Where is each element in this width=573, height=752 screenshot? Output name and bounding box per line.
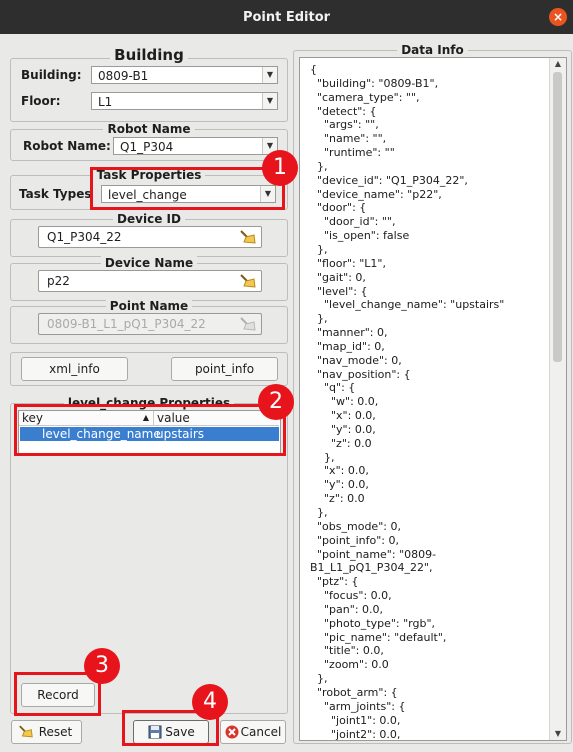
sort-up-icon: ▲ xyxy=(142,413,149,422)
task-types-label: Task Types xyxy=(19,187,92,201)
building-label: Building: xyxy=(21,68,82,82)
data-info-title: Data Info xyxy=(397,43,468,57)
broom-icon xyxy=(239,316,257,332)
annotation-badge-3: 3 xyxy=(84,648,120,684)
task-types-select-value: level_change xyxy=(108,188,187,202)
scroll-down-icon[interactable]: ▼ xyxy=(554,729,562,738)
device-name-value: p22 xyxy=(47,274,70,288)
broom-icon[interactable] xyxy=(239,229,257,245)
floor-select[interactable] xyxy=(91,92,278,110)
point-name-field xyxy=(38,313,262,335)
robot-name-group-title: Robot Name xyxy=(103,122,194,136)
building-select[interactable] xyxy=(91,66,278,84)
reset-button[interactable] xyxy=(11,720,82,744)
row-key[interactable]: level_change_name xyxy=(42,427,161,441)
broom-icon[interactable] xyxy=(239,273,257,289)
device-id-field[interactable] xyxy=(38,226,262,248)
record-button[interactable]: Record xyxy=(21,683,95,707)
point-info-button[interactable]: point_info xyxy=(171,357,278,381)
robot-name-group xyxy=(10,122,288,161)
annotation-badge-2: 2 xyxy=(258,384,294,420)
xml-info-button[interactable]: xml_info xyxy=(21,357,128,381)
broom-icon xyxy=(18,724,34,739)
chevron-down-icon: ▼ xyxy=(262,138,277,154)
device-name-title: Device Name xyxy=(101,256,197,270)
data-info-textarea[interactable] xyxy=(299,57,567,741)
point-name-value: 0809-B1_L1_pQ1_P304_22 xyxy=(47,317,206,331)
highlight-box-record xyxy=(14,672,101,716)
robot-name-label: Robot Name: xyxy=(23,139,111,153)
building-group xyxy=(10,46,288,122)
annotation-badge-1: 1 xyxy=(262,150,298,186)
reset-button-label: Reset xyxy=(38,725,73,739)
save-button-label: Save xyxy=(165,725,195,739)
data-info-json[interactable]: { "building": "0809-B1", "camera_type": "", "detect": { "args": "", "name": "", "runtime": "" }, "device_id": "Q1_P304_22", "device_name": "p22", "door": { "door_id": "", "is_open": false }, "floor": "L1", "gait": 0, "level": { "level_change_name": "upstairs" }, "manner": 0, "map_id": 0, "nav_mode": 0, "nav_position": { "q": { "w": 0.0, "x": 0.0, "y": 0.0, "z": 0.0 }, "x": 0.0, "y": 0.0, "z": 0.0 }, "obs_mode": 0, "point_info": 0, "point_name": "0809- B1_L1_pQ1_P304_22", "ptz": { "focus": 0.0, "pan": 0.0, "photo_type": "rgb", "pic_name": "default", "title": 0.0, "zoom": 0.0 }, "robot_arm": { "arm_joints": { "joint1": 0.0, "joint2": 0.0, xyxy=(310,63,505,741)
chevron-down-icon: ▼ xyxy=(260,186,275,202)
device-id-group xyxy=(10,212,288,257)
floor-label: Floor: xyxy=(21,94,61,108)
scroll-up-icon[interactable]: ▲ xyxy=(554,59,562,68)
column-header-value-label: value xyxy=(157,411,190,425)
highlight-box-properties-table xyxy=(14,404,286,456)
data-info-group xyxy=(293,43,572,744)
device-name-field[interactable] xyxy=(38,270,262,292)
robot-name-select[interactable] xyxy=(113,137,278,155)
floor-select-value: L1 xyxy=(98,95,113,109)
scrollbar-thumb[interactable] xyxy=(553,72,562,362)
cancel-icon xyxy=(225,725,239,739)
building-group-title: Building xyxy=(110,46,188,64)
close-icon[interactable]: × xyxy=(549,8,567,26)
info-buttons-group xyxy=(10,352,288,386)
annotation-badge-4: 4 xyxy=(192,684,228,720)
point-name-group xyxy=(10,299,288,344)
properties-group-title: level_change Properties xyxy=(64,396,234,410)
column-header-key-label: key xyxy=(22,411,44,425)
point-name-title: Point Name xyxy=(106,299,192,313)
device-id-value: Q1_P304_22 xyxy=(47,230,122,244)
window-titlebar xyxy=(0,0,573,34)
chevron-down-icon: ▼ xyxy=(262,67,277,83)
window-title: Point Editor xyxy=(242,9,331,25)
robot-name-select-value: Q1_P304 xyxy=(120,140,174,154)
cancel-button-label: Cancel xyxy=(240,725,282,739)
device-name-group xyxy=(10,256,288,301)
row-value[interactable]: upstairs xyxy=(156,427,205,441)
chevron-down-icon: ▼ xyxy=(262,93,277,109)
task-properties-title: Task Properties xyxy=(93,168,206,182)
highlight-box-task-properties xyxy=(90,167,285,210)
device-id-title: Device ID xyxy=(113,212,185,226)
cancel-button[interactable] xyxy=(220,720,286,744)
building-select-value: 0809-B1 xyxy=(98,69,149,83)
data-info-scrollbar[interactable] xyxy=(549,58,566,740)
